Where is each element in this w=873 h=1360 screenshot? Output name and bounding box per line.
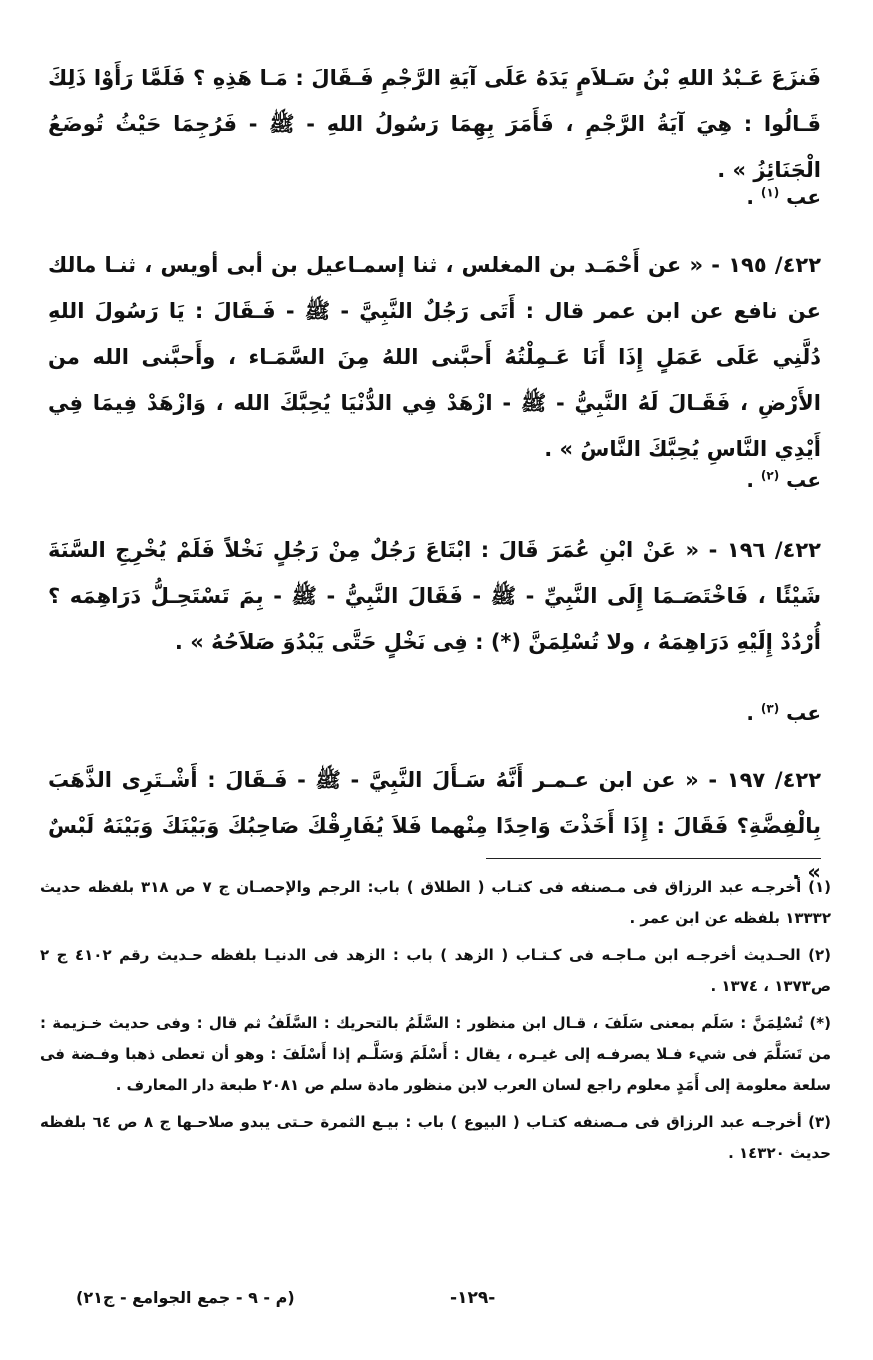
footnote-marker: (١) bbox=[760, 185, 780, 200]
hadith-196-reference bbox=[746, 698, 821, 728]
reference-label: عب bbox=[786, 701, 821, 725]
hadith-text: « عن ابن عـمـر أَنَّهُ سَـأَلَ النَّبِيَّ - ﷺ - فَـقَالَ : أَشْـتَرِى الذَّهَبَ بِالْفِضَّةِ؟ فَقَالَ : إِذَا أَخَذْتَ وَاحِدًا مِنْهما فَلاَ يُفَارِقْكَ صَاحِبُكَ وَبَيْنَكَ وَبَيْنَهُ لَبْسٌ » . bbox=[48, 768, 821, 884]
reference-label: عب bbox=[786, 468, 821, 492]
footnote-marker: (٢) bbox=[760, 468, 780, 483]
footnote-marker: (٣) bbox=[760, 701, 780, 716]
reference-label: عب bbox=[786, 185, 821, 209]
footnote-1: (١) أخرجـه عبد الرزاق فى مـصنفه فى كتـاب ( الطلاق ) باب: الرجم والإحصـان ج ٧ ص ٣١٨ بلفظه حديث ١٣٣٣٢ بلفظه عن ابن عمر . bbox=[40, 878, 831, 927]
hadith-number: ٤٢٢/ ١٩٦ bbox=[726, 538, 821, 562]
hadith-text: « عن أَحْمَـد بن المغلس ، ثنا إسمـاعيل بن أبى أويس ، ثنـا مالك عن نافع عن ابن عمر قال : أَتَى رَجُلٌ النَّبِيَّ - ﷺ - فَـقَالَ : يَا رَسُولَ اللهِ دُلَّنِي عَلَى عَمَلٍ إِذَا أَنَا عَـمِلْتُهُ أَحبَّنى اللهُ مِنَ السَّمَـاء ، وأَحبَّنى الله من الأَرْضِ ، فَقَـالَ لَهُ النَّبِيُّ - ﷺ - ازْهَدْ فِي الدُّنْيَا يُحِبَّكَ الله ، وَازْهَدْ فِيمَا فِي أَيْدِي النَّاسِ يُحِبَّكَ النَّاسُ » . bbox=[48, 253, 821, 461]
hadith-text: « عَنْ ابْنِ عُمَرَ قَالَ : ابْتَاعَ رَجُلٌ مِنْ رَجُلٍ نَخْلاً فَلَمْ يُخْرِجِ السَّنَةَ شَيْئًا ، فَاخْتَصَـمَا إِلَى النَّبِيِّ - ﷺ - فَقَالَ النَّبِيُّ - ﷺ - بِمَ تَسْتَحِـلُّ دَرَاهِمَه ؟ أُرْدُدْ إِلَيْهِ دَرَاهِمَهُ ، ولا تُسْلِمَنَّ (*) : فِى نَخْلٍ حَتَّى يَبْدُوَ صَلاَحُهُ » . bbox=[48, 538, 821, 654]
hadith-number: ٤٢٢/ ١٩٥ bbox=[728, 253, 822, 277]
footnote-3: (٣) أخرجـه عبد الرزاق فى مـصنفه كتـاب ( البيوع ) باب : بيـع الثمرة حـتى يبدو صلاحـها ج ٨ ص ٦٤ بلفظه حديث ١٤٣٢٠ . bbox=[40, 1113, 831, 1162]
reference-end: . bbox=[746, 701, 754, 725]
page-number: -١٢٩- bbox=[450, 1288, 496, 1308]
footnote-star: (*) تُسْلِمَنَّ : سَلَم بمعنى سَلَفَ ، قـال ابن منظور : السَّلَمُ بالتحريك : السَّلَفُ ثم قال : وفى حديث خـزيمة : من تَسَلَّمَ فى شيء فـلا يصرفـه إلى غيـره ، يقال : أَسْلَمَ وَسَلَّـم إذا أَسْلَفَ : وهو أن تعطى ذهبا وفـضة فى سلعة معلومة إلى أَمَدٍ معلوم راجع لسان العرب لابن منظور مادة سلم ص ٢٠٨١ طبعة دار المعارف . bbox=[40, 1014, 831, 1094]
reference-end: . bbox=[746, 185, 754, 209]
hadith-195: ٤٢٢/ ١٩٥ - « عن أَحْمَـد بن المغلس ، ثنا إسمـاعيل بن أبى أويس ، ثنـا مالك عن نافع عن ابن عمر قال : أَتَى رَجُلٌ النَّبِيَّ - ﷺ - فَـقَالَ : يَا رَسُولَ اللهِ دُلَّنِي عَلَى عَمَلٍ إِذَا أَنَا عَـمِلْتُهُ أَحبَّنى اللهُ مِنَ السَّمَـاء ، وأَحبَّنى الله من الأَرْضِ ، فَقَـالَ لَهُ النَّبِيُّ - ﷺ - ازْهَدْ فِي الدُّنْيَا يُحِبَّكَ الله ، وَازْهَدْ فِيمَا فِي أَيْدِي النَّاسِ يُحِبَّكَ النَّاسُ » . bbox=[48, 253, 822, 461]
footnotes bbox=[40, 872, 831, 1175]
page-footer bbox=[40, 1288, 831, 1318]
hadith-number: ٤٢٢/ ١٩٧ bbox=[726, 768, 822, 792]
continuation-paragraph bbox=[48, 55, 821, 193]
footnote-separator bbox=[486, 858, 821, 859]
reference-end: . bbox=[746, 468, 754, 492]
hadith-196: ٤٢٢/ ١٩٦ - « عَنْ ابْنِ عُمَرَ قَالَ : ابْتَاعَ رَجُلٌ مِنْ رَجُلٍ نَخْلاً فَلَمْ يُخْرِجِ السَّنَةَ شَيْئًا ، فَاخْتَصَـمَا إِلَى النَّبِيِّ - ﷺ - فَقَالَ النَّبِيُّ - ﷺ - بِمَ تَسْتَحِـلُّ دَرَاهِمَه ؟ أُرْدُدْ إِلَيْهِ دَرَاهِمَهُ ، ولا تُسْلِمَنَّ (*) : فِى نَخْلٍ حَتَّى يَبْدُوَ صَلاَحُهُ » . bbox=[48, 538, 821, 654]
footnote-2: (٢) الحـديث أخرجـه ابن مـاجـه فى كـتـاب ( الزهد ) باب : الزهد فى الدنيـا بلفظه حـديث رقم ٤١٠٢ ج ٢ ص١٣٧٣ ، ١٣٧٤ . bbox=[40, 946, 831, 995]
volume-reference: (م - ٩ - جمع الجوامع - ج٢١) bbox=[76, 1288, 295, 1307]
hadith-195-reference bbox=[746, 465, 821, 495]
hadith-197: ٤٢٢/ ١٩٧ - « عن ابن عـمـر أَنَّهُ سَـأَلَ النَّبِيَّ - ﷺ - فَـقَالَ : أَشْـتَرِى الذَّهَبَ بِالْفِضَّةِ؟ فَقَالَ : إِذَا أَخَذْتَ وَاحِدًا مِنْهما فَلاَ يُفَارِقْكَ صَاحِبُكَ وَبَيْنَكَ وَبَيْنَهُ لَبْسٌ » . bbox=[48, 768, 822, 884]
continuation-reference bbox=[746, 182, 821, 212]
continuation-text: فَنزَعَ عَـبْدُ اللهِ بْنُ سَـلاَمٍ يَدَهُ عَلَى آيَةِ الرَّجْمِ فَـقَالَ : مَـا هَذِهِ ؟ فَلَمَّا رَأَوْا ذَلِكَ قَـالُوا : هِيَ آيَةُ الرَّجْمِ ، فَأَمَرَ بِهِمَا رَسُولُ اللهِ - ﷺ - فَرُجِمَا حَيْثُ تُوضَعُ الْجَنَائِزُ » . bbox=[48, 66, 821, 182]
